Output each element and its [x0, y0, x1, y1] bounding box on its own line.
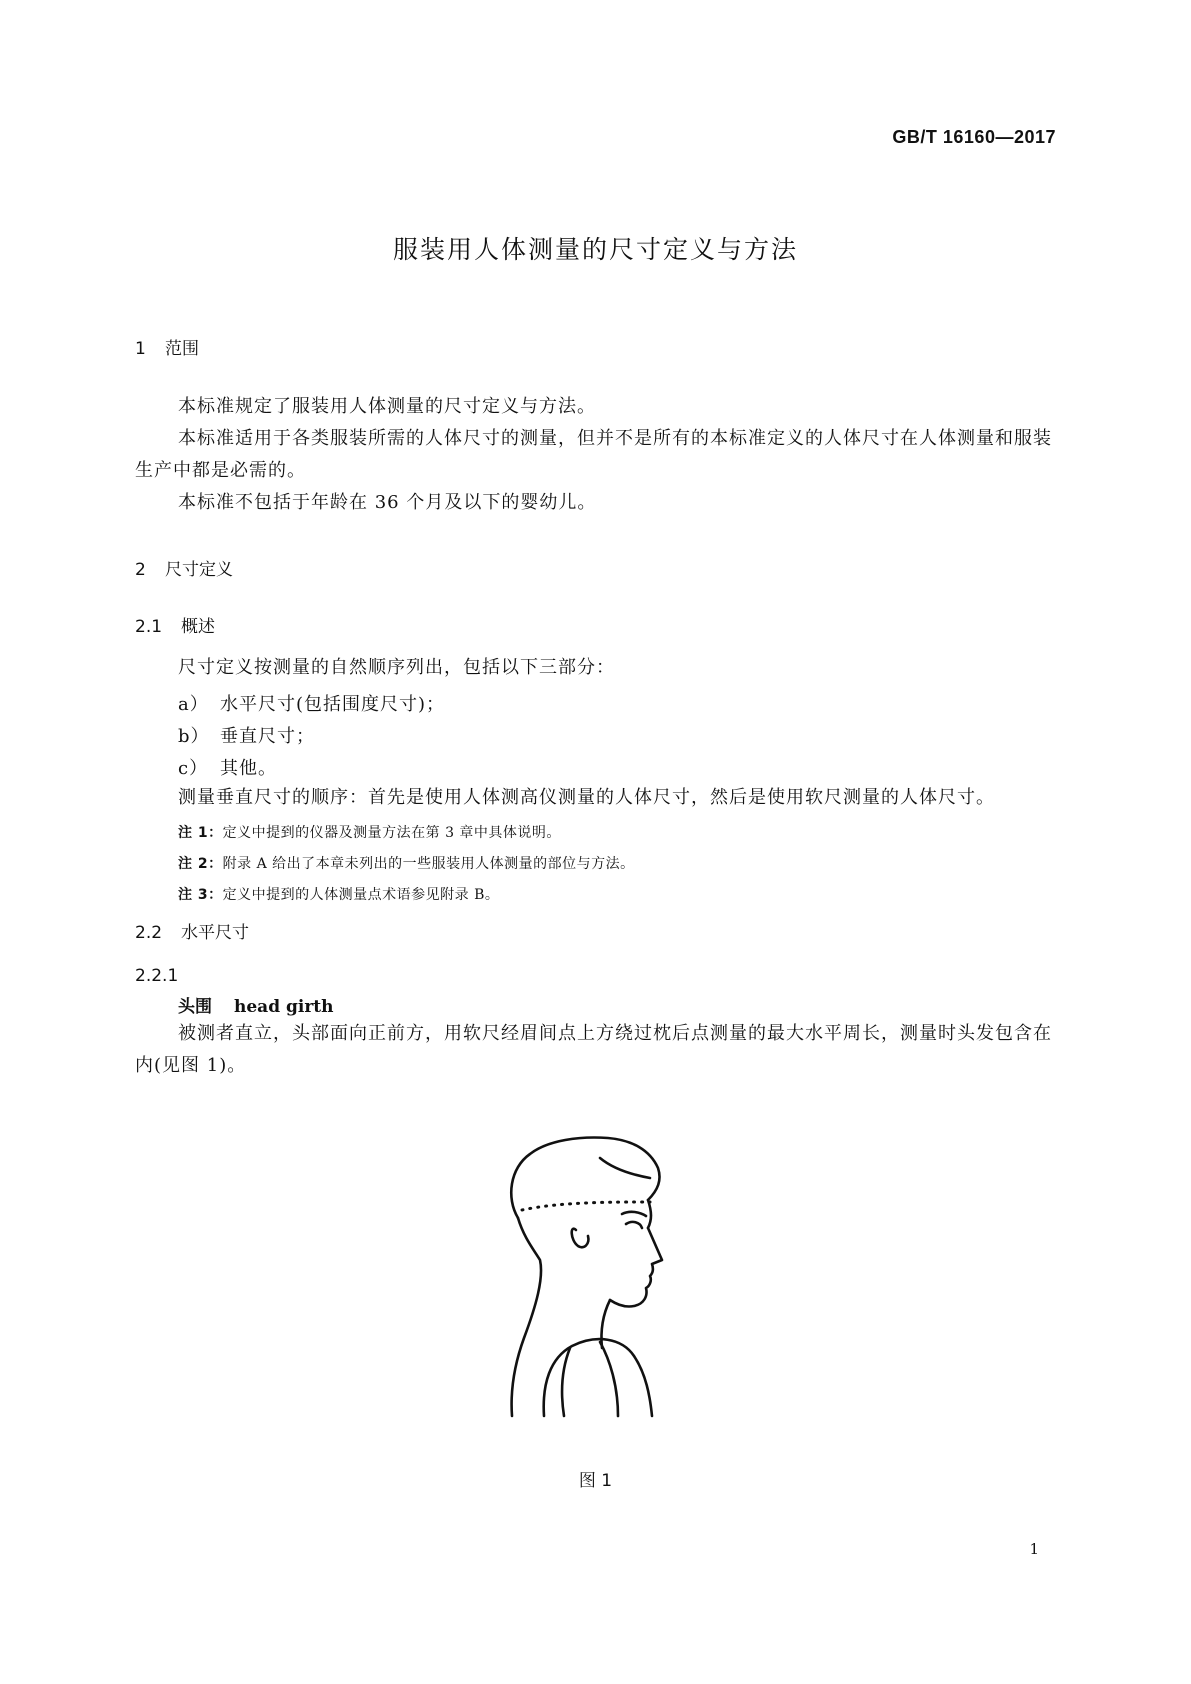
note-label: 注 3： — [178, 887, 223, 903]
section-title: 水平尺寸 — [181, 923, 249, 943]
head-girth-figure — [500, 1128, 680, 1418]
term-english: head girth — [234, 997, 334, 1017]
section-1-heading — [135, 334, 199, 359]
section-number: 2 — [135, 560, 146, 580]
list-text: 其他。 — [220, 758, 277, 779]
paragraph: 被测者直立，头部面向正前方，用软尺经眉间点上方绕过枕后点测量的最大水平周长，测量时头发包含在内(见图 1)。 — [135, 1023, 1052, 1076]
note-label: 注 2： — [178, 856, 223, 872]
term — [178, 992, 334, 1017]
list-text: 水平尺寸(包括围度尺寸)； — [220, 694, 446, 715]
section-number: 2.1 — [135, 617, 163, 637]
list-item — [178, 690, 445, 716]
section-number: 1 — [135, 339, 146, 359]
section-2-1-heading — [135, 612, 215, 637]
section-2-2-1-number: 2.2.1 — [135, 966, 179, 986]
paragraph: 本标准适用于各类服装所需的人体尺寸的测量，但并不是所有的本标准定义的人体尺寸在人体测量和服装生产中都是必需的。 — [135, 428, 1052, 481]
eyebrow — [622, 1212, 646, 1216]
paragraph: 本标准不包括于年龄在 36 个月及以下的婴幼儿。 — [178, 492, 597, 513]
note — [178, 884, 499, 904]
section-number: 2.2 — [135, 923, 163, 943]
paragraph: 尺寸定义按测量的自然顺序列出，包括以下三部分： — [178, 657, 615, 678]
note — [178, 853, 635, 873]
note-text: 定义中提到的仪器及测量方法在第 3 章中具体说明。 — [222, 825, 561, 841]
shoulder-back — [544, 1339, 652, 1416]
list-marker: a） — [178, 694, 209, 715]
section-title: 概述 — [181, 617, 215, 637]
note-label: 注 1： — [178, 825, 223, 841]
section-2-2-heading — [135, 918, 249, 943]
list-marker: c） — [178, 758, 209, 779]
paragraph: 测量垂直尺寸的顺序：首先是使用人体测高仪测量的人体尺寸，然后是使用软尺测量的人体尺寸。 — [178, 787, 995, 808]
note — [178, 822, 561, 842]
ear — [572, 1229, 589, 1248]
list-item — [178, 754, 277, 780]
shoulder-inner — [600, 1342, 618, 1416]
page-number: 1 — [1029, 1540, 1039, 1558]
measuring-tape — [522, 1202, 650, 1210]
list-item — [178, 722, 315, 748]
list-marker: b） — [178, 726, 210, 747]
note-text: 附录 A 给出了本章未列出的一些服装用人体测量的部位与方法。 — [222, 856, 635, 872]
section-2-heading — [135, 555, 233, 580]
document-title: 服装用人体测量的尺寸定义与方法 — [392, 235, 798, 264]
standard-code: GB/T 16160—2017 — [892, 127, 1056, 147]
forehead — [648, 1200, 651, 1228]
section-title: 范围 — [165, 339, 199, 359]
section-title: 尺寸定义 — [165, 560, 233, 580]
hair-outline — [511, 1138, 659, 1218]
paragraph: 本标准规定了服装用人体测量的尺寸定义与方法。 — [178, 396, 596, 417]
face-profile — [610, 1228, 662, 1307]
back-of-head — [512, 1218, 541, 1416]
shoulder-strap — [562, 1348, 570, 1416]
hair-strand — [600, 1158, 650, 1178]
eye — [626, 1222, 642, 1228]
term-chinese: 头围 — [178, 997, 212, 1017]
list-text: 垂直尺寸； — [220, 726, 315, 747]
figure-caption: 图 1 — [578, 1471, 613, 1491]
note-text: 定义中提到的人体测量点术语参见附录 B。 — [222, 887, 500, 903]
